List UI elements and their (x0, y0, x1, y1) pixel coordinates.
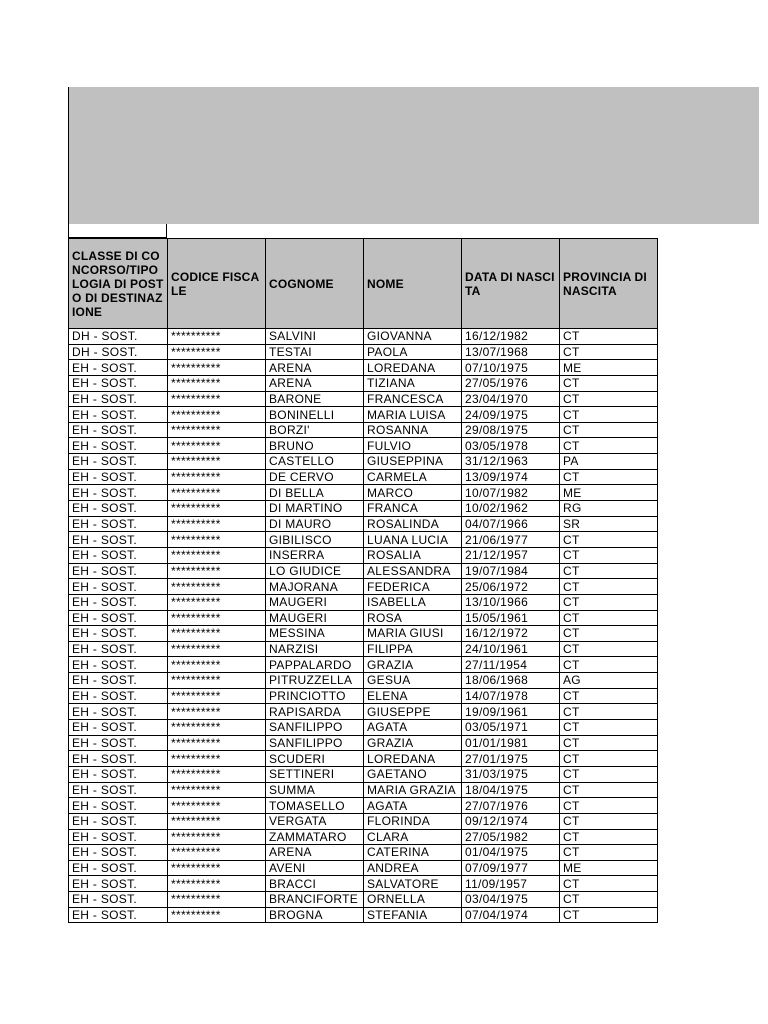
header-data-nascita: DATA DI NASCITA (462, 239, 560, 329)
cell-provincia: CT (560, 829, 658, 845)
table-row (69, 516, 658, 532)
cell-provincia: CT (560, 532, 658, 548)
cell-data-nascita: 16/12/1972 (462, 626, 560, 642)
cell-nome: CATERINA (364, 845, 462, 861)
cell-data-nascita: 13/07/1968 (462, 344, 560, 360)
cell-classe: EH - SOST. (69, 594, 168, 610)
cell-codice-fiscale: ********** (168, 469, 266, 485)
table-row (69, 563, 658, 579)
cell-nome: CLARA (364, 829, 462, 845)
cell-cognome: TESTAI (266, 344, 364, 360)
cell-cognome: DI BELLA (266, 485, 364, 501)
cell-cognome: MESSINA (266, 626, 364, 642)
cell-provincia: CT (560, 813, 658, 829)
cell-nome: ORNELLA (364, 892, 462, 908)
cell-data-nascita: 27/01/1975 (462, 751, 560, 767)
cell-data-nascita: 15/05/1961 (462, 610, 560, 626)
table-row (69, 907, 658, 923)
cell-classe: EH - SOST. (69, 766, 168, 782)
table-row (69, 876, 658, 892)
cell-classe: EH - SOST. (69, 469, 168, 485)
table-row (69, 547, 658, 563)
cell-classe: EH - SOST. (69, 720, 168, 736)
cell-nome: FULVIO (364, 438, 462, 454)
cell-codice-fiscale: ********** (168, 610, 266, 626)
cell-provincia: CT (560, 407, 658, 423)
cell-provincia: ME (560, 485, 658, 501)
header-codice-fiscale: CODICE FISCALE (168, 239, 266, 329)
cell-nome: ROSALIA (364, 547, 462, 563)
cell-cognome: LO GIUDICE (266, 563, 364, 579)
cell-cognome: MAUGERI (266, 594, 364, 610)
table-row (69, 626, 658, 642)
cell-nome: GRAZIA (364, 657, 462, 673)
table-row (69, 407, 658, 423)
cell-classe: EH - SOST. (69, 798, 168, 814)
cell-cognome: SANFILIPPO (266, 735, 364, 751)
cell-codice-fiscale: ********** (168, 391, 266, 407)
cell-provincia: CT (560, 907, 658, 923)
cell-cognome: NARZISI (266, 641, 364, 657)
cell-cognome: SCUDERI (266, 751, 364, 767)
cell-codice-fiscale: ********** (168, 829, 266, 845)
empty-cell (68, 224, 167, 238)
cell-classe: EH - SOST. (69, 751, 168, 767)
header-band (68, 87, 759, 224)
cell-provincia: CT (560, 594, 658, 610)
table-row (69, 501, 658, 517)
cell-provincia: CT (560, 657, 658, 673)
cell-classe: EH - SOST. (69, 391, 168, 407)
table-row (69, 704, 658, 720)
table-row (69, 720, 658, 736)
cell-data-nascita: 31/12/1963 (462, 454, 560, 470)
cell-data-nascita: 24/10/1961 (462, 641, 560, 657)
cell-nome: CARMELA (364, 469, 462, 485)
cell-data-nascita: 10/07/1982 (462, 485, 560, 501)
cell-classe: EH - SOST. (69, 892, 168, 908)
cell-data-nascita: 24/09/1975 (462, 407, 560, 423)
cell-cognome: BRACCI (266, 876, 364, 892)
cell-classe: EH - SOST. (69, 860, 168, 876)
cell-codice-fiscale: ********** (168, 344, 266, 360)
cell-codice-fiscale: ********** (168, 720, 266, 736)
table-row (69, 798, 658, 814)
cell-data-nascita: 27/05/1976 (462, 375, 560, 391)
cell-provincia: CT (560, 344, 658, 360)
cell-classe: EH - SOST. (69, 876, 168, 892)
table-row (69, 892, 658, 908)
cell-classe: EH - SOST. (69, 501, 168, 517)
cell-classe: EH - SOST. (69, 907, 168, 923)
cell-nome: FRANCESCA (364, 391, 462, 407)
cell-cognome: TOMASELLO (266, 798, 364, 814)
cell-cognome: INSERRA (266, 547, 364, 563)
cell-provincia: CT (560, 375, 658, 391)
cell-codice-fiscale: ********** (168, 907, 266, 923)
cell-codice-fiscale: ********** (168, 688, 266, 704)
cell-classe: EH - SOST. (69, 563, 168, 579)
cell-cognome: AVENI (266, 860, 364, 876)
cell-classe: EH - SOST. (69, 688, 168, 704)
table-row (69, 579, 658, 595)
cell-nome: LOREDANA (364, 360, 462, 376)
cell-nome: GIUSEPPE (364, 704, 462, 720)
cell-classe: EH - SOST. (69, 735, 168, 751)
table-row (69, 813, 658, 829)
results-table (68, 238, 658, 923)
table-row (69, 845, 658, 861)
cell-data-nascita: 10/02/1962 (462, 501, 560, 517)
table-row (69, 594, 658, 610)
cell-provincia: CT (560, 766, 658, 782)
cell-nome: GAETANO (364, 766, 462, 782)
cell-codice-fiscale: ********** (168, 641, 266, 657)
header-row (69, 239, 658, 329)
cell-codice-fiscale: ********** (168, 813, 266, 829)
cell-data-nascita: 01/01/1981 (462, 735, 560, 751)
cell-cognome: DE CERVO (266, 469, 364, 485)
cell-nome: ALESSANDRA (364, 563, 462, 579)
cell-provincia: RG (560, 501, 658, 517)
cell-codice-fiscale: ********** (168, 626, 266, 642)
table-row (69, 454, 658, 470)
cell-provincia: CT (560, 438, 658, 454)
cell-nome: SALVATORE (364, 876, 462, 892)
cell-codice-fiscale: ********** (168, 657, 266, 673)
cell-data-nascita: 03/05/1971 (462, 720, 560, 736)
cell-cognome: SANFILIPPO (266, 720, 364, 736)
cell-codice-fiscale: ********** (168, 329, 266, 345)
header-classe: CLASSE DI CONCORSO/TIPOLOGIA DI POSTO DI DESTINAZIONE (69, 239, 168, 329)
cell-codice-fiscale: ********** (168, 860, 266, 876)
cell-data-nascita: 09/12/1974 (462, 813, 560, 829)
cell-cognome: DI MAURO (266, 516, 364, 532)
table-row (69, 751, 658, 767)
cell-classe: EH - SOST. (69, 422, 168, 438)
cell-data-nascita: 13/09/1974 (462, 469, 560, 485)
cell-data-nascita: 07/10/1975 (462, 360, 560, 376)
cell-codice-fiscale: ********** (168, 501, 266, 517)
cell-data-nascita: 07/09/1977 (462, 860, 560, 876)
cell-provincia: CT (560, 876, 658, 892)
cell-classe: EH - SOST. (69, 626, 168, 642)
cell-cognome: VERGATA (266, 813, 364, 829)
cell-nome: FILIPPA (364, 641, 462, 657)
cell-provincia: CT (560, 735, 658, 751)
cell-cognome: PAPPALARDO (266, 657, 364, 673)
table-row (69, 782, 658, 798)
cell-data-nascita: 03/05/1978 (462, 438, 560, 454)
cell-cognome: BORZI' (266, 422, 364, 438)
cell-nome: ROSANNA (364, 422, 462, 438)
cell-provincia: CT (560, 782, 658, 798)
cell-data-nascita: 21/06/1977 (462, 532, 560, 548)
cell-provincia: CT (560, 751, 658, 767)
cell-nome: TIZIANA (364, 375, 462, 391)
cell-nome: GESUA (364, 673, 462, 689)
cell-classe: EH - SOST. (69, 845, 168, 861)
cell-nome: GRAZIA (364, 735, 462, 751)
cell-nome: GIUSEPPINA (364, 454, 462, 470)
cell-provincia: CT (560, 563, 658, 579)
cell-data-nascita: 23/04/1970 (462, 391, 560, 407)
cell-codice-fiscale: ********** (168, 360, 266, 376)
cell-data-nascita: 04/07/1966 (462, 516, 560, 532)
cell-nome: ELENA (364, 688, 462, 704)
cell-codice-fiscale: ********** (168, 532, 266, 548)
table-row (69, 735, 658, 751)
cell-codice-fiscale: ********** (168, 375, 266, 391)
table-row (69, 610, 658, 626)
table-row (69, 860, 658, 876)
cell-data-nascita: 21/12/1957 (462, 547, 560, 563)
table-row (69, 438, 658, 454)
cell-provincia: PA (560, 454, 658, 470)
cell-codice-fiscale: ********** (168, 516, 266, 532)
cell-provincia: CT (560, 329, 658, 345)
cell-cognome: ARENA (266, 375, 364, 391)
cell-classe: EH - SOST. (69, 407, 168, 423)
cell-data-nascita: 25/06/1972 (462, 579, 560, 595)
cell-codice-fiscale: ********** (168, 892, 266, 908)
cell-codice-fiscale: ********** (168, 876, 266, 892)
cell-codice-fiscale: ********** (168, 735, 266, 751)
cell-cognome: SALVINI (266, 329, 364, 345)
cell-classe: EH - SOST. (69, 782, 168, 798)
cell-cognome: MAUGERI (266, 610, 364, 626)
cell-nome: LUANA LUCIA (364, 532, 462, 548)
header-provincia-nascita: PROVINCIA DI NASCITA (560, 239, 658, 329)
cell-nome: MARIA GIUSI (364, 626, 462, 642)
cell-data-nascita: 13/10/1966 (462, 594, 560, 610)
cell-nome: STEFANIA (364, 907, 462, 923)
cell-data-nascita: 31/03/1975 (462, 766, 560, 782)
header-nome: NOME (364, 239, 462, 329)
cell-data-nascita: 14/07/1978 (462, 688, 560, 704)
cell-nome: FEDERICA (364, 579, 462, 595)
cell-cognome: MAJORANA (266, 579, 364, 595)
cell-cognome: DI MARTINO (266, 501, 364, 517)
cell-nome: MARIA GRAZIA (364, 782, 462, 798)
table-row (69, 375, 658, 391)
table-row (69, 344, 658, 360)
cell-data-nascita: 27/05/1982 (462, 829, 560, 845)
cell-codice-fiscale: ********** (168, 845, 266, 861)
table-row (69, 391, 658, 407)
cell-classe: EH - SOST. (69, 641, 168, 657)
cell-provincia: CT (560, 720, 658, 736)
cell-classe: DH - SOST. (69, 329, 168, 345)
table-row (69, 329, 658, 345)
cell-nome: ISABELLA (364, 594, 462, 610)
cell-nome: MARCO (364, 485, 462, 501)
cell-classe: EH - SOST. (69, 438, 168, 454)
cell-codice-fiscale: ********** (168, 766, 266, 782)
table-row (69, 829, 658, 845)
cell-codice-fiscale: ********** (168, 594, 266, 610)
cell-provincia: CT (560, 547, 658, 563)
cell-nome: MARIA LUISA (364, 407, 462, 423)
cell-cognome: BROGNA (266, 907, 364, 923)
cell-data-nascita: 07/04/1974 (462, 907, 560, 923)
table-row (69, 469, 658, 485)
cell-classe: EH - SOST. (69, 532, 168, 548)
cell-codice-fiscale: ********** (168, 454, 266, 470)
cell-cognome: BONINELLI (266, 407, 364, 423)
cell-provincia: CT (560, 688, 658, 704)
table-body (69, 329, 658, 923)
cell-classe: EH - SOST. (69, 547, 168, 563)
cell-nome: LOREDANA (364, 751, 462, 767)
cell-codice-fiscale: ********** (168, 438, 266, 454)
cell-nome: GIOVANNA (364, 329, 462, 345)
cell-provincia: SR (560, 516, 658, 532)
cell-data-nascita: 01/04/1975 (462, 845, 560, 861)
cell-cognome: BRUNO (266, 438, 364, 454)
cell-nome: ANDREA (364, 860, 462, 876)
cell-provincia: CT (560, 892, 658, 908)
cell-provincia: AG (560, 673, 658, 689)
cell-codice-fiscale: ********** (168, 563, 266, 579)
cell-classe: EH - SOST. (69, 704, 168, 720)
cell-data-nascita: 27/07/1976 (462, 798, 560, 814)
cell-data-nascita: 27/11/1954 (462, 657, 560, 673)
cell-codice-fiscale: ********** (168, 704, 266, 720)
cell-data-nascita: 03/04/1975 (462, 892, 560, 908)
cell-provincia: CT (560, 704, 658, 720)
cell-cognome: SETTINERI (266, 766, 364, 782)
cell-provincia: CT (560, 469, 658, 485)
table-row (69, 641, 658, 657)
cell-codice-fiscale: ********** (168, 751, 266, 767)
cell-classe: DH - SOST. (69, 344, 168, 360)
cell-classe: EH - SOST. (69, 673, 168, 689)
cell-classe: EH - SOST. (69, 360, 168, 376)
cell-classe: EH - SOST. (69, 375, 168, 391)
cell-provincia: CT (560, 641, 658, 657)
cell-data-nascita: 18/06/1968 (462, 673, 560, 689)
cell-provincia: CT (560, 845, 658, 861)
cell-provincia: CT (560, 798, 658, 814)
cell-provincia: ME (560, 860, 658, 876)
cell-classe: EH - SOST. (69, 829, 168, 845)
cell-data-nascita: 11/09/1957 (462, 876, 560, 892)
cell-cognome: BRANCIFORTE (266, 892, 364, 908)
cell-codice-fiscale: ********** (168, 422, 266, 438)
cell-cognome: RAPISARDA (266, 704, 364, 720)
table-row (69, 657, 658, 673)
cell-data-nascita: 16/12/1982 (462, 329, 560, 345)
table-row (69, 485, 658, 501)
cell-provincia: CT (560, 626, 658, 642)
cell-nome: AGATA (364, 720, 462, 736)
header-cognome: COGNOME (266, 239, 364, 329)
cell-cognome: BARONE (266, 391, 364, 407)
cell-codice-fiscale: ********** (168, 485, 266, 501)
cell-nome: ROSA (364, 610, 462, 626)
cell-codice-fiscale: ********** (168, 407, 266, 423)
cell-cognome: ZAMMATARO (266, 829, 364, 845)
cell-cognome: CASTELLO (266, 454, 364, 470)
table-row (69, 360, 658, 376)
cell-classe: EH - SOST. (69, 657, 168, 673)
cell-cognome: GIBILISCO (266, 532, 364, 548)
cell-cognome: ARENA (266, 360, 364, 376)
cell-cognome: PITRUZZELLA (266, 673, 364, 689)
table-row (69, 766, 658, 782)
cell-provincia: CT (560, 610, 658, 626)
cell-classe: EH - SOST. (69, 813, 168, 829)
cell-cognome: SUMMA (266, 782, 364, 798)
cell-classe: EH - SOST. (69, 454, 168, 470)
cell-provincia: CT (560, 422, 658, 438)
cell-provincia: ME (560, 360, 658, 376)
cell-cognome: ARENA (266, 845, 364, 861)
cell-data-nascita: 18/04/1975 (462, 782, 560, 798)
table-row (69, 688, 658, 704)
cell-provincia: CT (560, 391, 658, 407)
table-row (69, 422, 658, 438)
cell-classe: EH - SOST. (69, 579, 168, 595)
cell-nome: PAOLA (364, 344, 462, 360)
cell-classe: EH - SOST. (69, 610, 168, 626)
cell-classe: EH - SOST. (69, 516, 168, 532)
cell-codice-fiscale: ********** (168, 547, 266, 563)
cell-data-nascita: 19/07/1984 (462, 563, 560, 579)
cell-nome: FLORINDA (364, 813, 462, 829)
cell-classe: EH - SOST. (69, 485, 168, 501)
cell-provincia: CT (560, 579, 658, 595)
table-row (69, 532, 658, 548)
table-row (69, 673, 658, 689)
cell-codice-fiscale: ********** (168, 782, 266, 798)
cell-data-nascita: 29/08/1975 (462, 422, 560, 438)
cell-codice-fiscale: ********** (168, 579, 266, 595)
cell-nome: AGATA (364, 798, 462, 814)
cell-codice-fiscale: ********** (168, 798, 266, 814)
cell-data-nascita: 19/09/1961 (462, 704, 560, 720)
cell-cognome: PRINCIOTTO (266, 688, 364, 704)
cell-nome: FRANCA (364, 501, 462, 517)
cell-nome: ROSALINDA (364, 516, 462, 532)
cell-codice-fiscale: ********** (168, 673, 266, 689)
